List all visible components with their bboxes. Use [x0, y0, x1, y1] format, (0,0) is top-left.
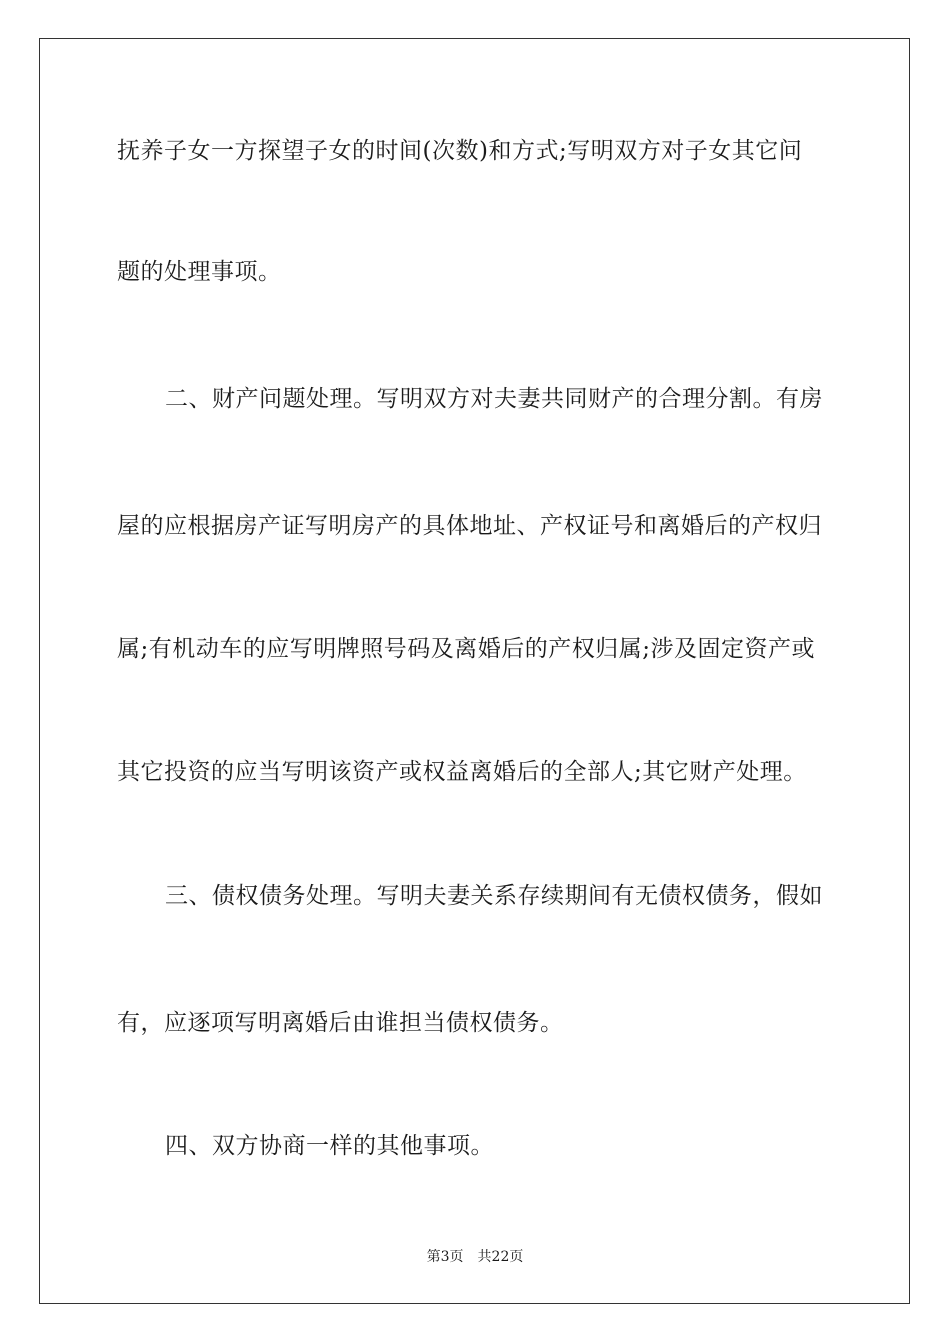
page-number-current: 第3页 [426, 1249, 464, 1265]
paragraph-start-line: 二、财产问题处理。写明双方对夫妻共同财产的合理分割。有房 [165, 386, 823, 412]
body-text-line: 其它投资的应当写明该资产或权益离婚后的全部人;其它财产处理。 [117, 759, 807, 785]
paragraph-start-line: 三、债权债务处理。写明夫妻关系存续期间有无债权债务，假如 [165, 883, 823, 909]
page-border [39, 38, 910, 1304]
page-number-total: 共22页 [477, 1249, 524, 1265]
body-text-line: 抚养子女一方探望子女的时间(次数)和方式;写明双方对子女其它问 [117, 138, 803, 164]
body-text-line: 有，应逐项写明离婚后由谁担当债权债务。 [117, 1010, 564, 1036]
page-footer [0, 1248, 950, 1266]
paragraph-start-line: 四、双方协商一样的其他事项。 [165, 1133, 494, 1159]
body-text-line: 题的处理事项。 [117, 259, 282, 285]
body-text-line: 屋的应根据房产证写明房产的具体地址、产权证号和离婚后的产权归 [117, 513, 822, 539]
body-text-line: 属;有机动车的应写明牌照号码及离婚后的产权归属;涉及固定资产或 [117, 636, 815, 662]
